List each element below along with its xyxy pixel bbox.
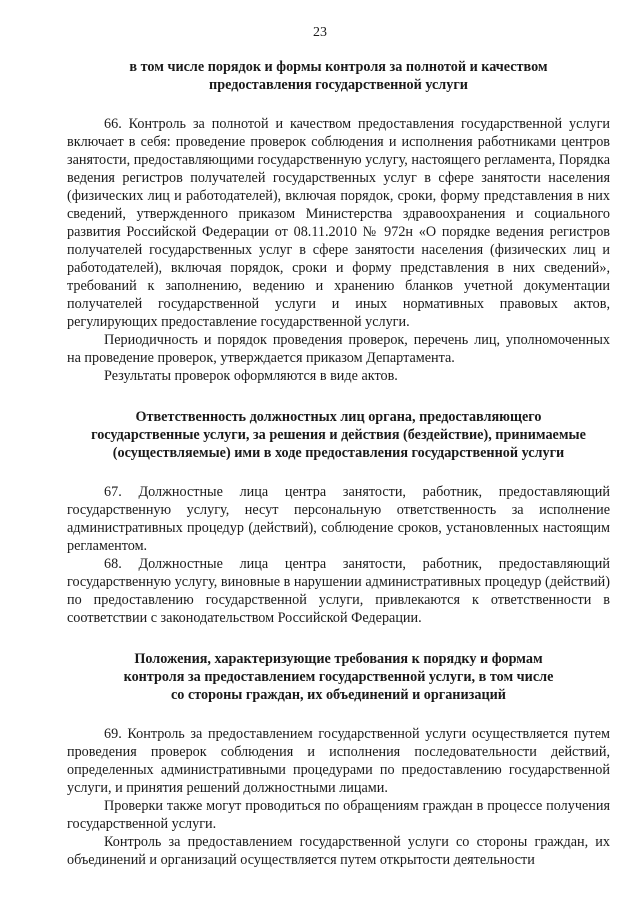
paragraph-67: 67. Должностные лица центра занятости, работник, предоставляющий государственную услугу, несут персональную ответственность за исполнение административных процедур (действий), соблюдение сроков, установленных настоящим регламентом. xyxy=(67,484,610,554)
section-control-quality xyxy=(67,58,610,385)
paragraph-69: 69. Контроль за предоставлением государственной услуги осуществляется путем проведения проверок соблюдения и исполнения последовательности действий, определенных административными процедурами по предоставлению государственной услуги, и принятия решений должностными лицами. xyxy=(67,726,610,796)
section-heading-line: Ответственность должностных лиц органа, предоставляющего xyxy=(135,409,542,425)
document-body xyxy=(67,58,610,869)
paragraph-results: Результаты проверок оформляются в виде актов. xyxy=(104,368,398,384)
page-number: 23 xyxy=(313,25,327,40)
paragraph-periodicity: Периодичность и порядок проведения проверок, перечень лиц, уполномоченных на проведение проверок, утверждается приказом Департамента. xyxy=(67,332,610,366)
section-responsibility xyxy=(67,408,610,627)
section-heading-line: (осуществляемые) ими в ходе предоставления государственной услуги xyxy=(112,445,565,461)
paragraph-68: 68. Должностные лица центра занятости, работник, предоставляющий государственную услугу, виновные в нарушении административных процедур (действий) по предоставлению государственной услуги, привлекаются к ответственности в соответствии с законодательством Российской Федерации. xyxy=(67,556,610,626)
section-heading-line: контроля за предоставлением государственной услуги, в том числе xyxy=(123,669,554,685)
section-heading-line: в том числе порядок и формы контроля за полнотой и качеством xyxy=(129,59,548,75)
section-heading-line: Положения, характеризующие требования к порядку и формам xyxy=(134,651,543,667)
section-control-requirements xyxy=(67,650,610,869)
section-heading-line: со стороны граждан, их объединений и организаций xyxy=(171,687,506,703)
section-heading-line: предоставления государственной услуги xyxy=(209,77,468,93)
paragraph-66: 66. Контроль за полнотой и качеством предоставления государственной услуги включает в себя: проведение проверок соблюдения и исполнения работниками центров занятости, предоставляющими государственную услугу, настоящего регламента, Порядка ведения регистров получателей государственных услуг в сфере занятости населения (физических лиц и работодателей), включая порядок, сроки, форму представления в них сведений, утвержденного приказом Министерства здравоохранения и социального развития Российской Федерации от 08.11.2010 № 972н «О порядке ведения регистров получателей государственных услуг в сфере занятости населения (физических лиц и работодателей), включая порядок, сроки и форму представления в них сведений», требований к заполнению, ведению и хранению бланков учетной документации получателей государственной услуги и иных нормативных правовых актов, регулирующих предоставление государственной услуги. xyxy=(67,116,610,330)
paragraph-public-control: Контроль за предоставлением государственной услуги со стороны граждан, их объединений и организаций осуществляется путем открытости деятельности xyxy=(67,834,610,868)
paragraph-citizen-checks: Проверки также могут проводиться по обращениям граждан в процессе получения государственной услуги. xyxy=(67,798,610,832)
section-heading-line: государственные услуги, за решения и действия (бездействие), принимаемые xyxy=(91,427,586,443)
